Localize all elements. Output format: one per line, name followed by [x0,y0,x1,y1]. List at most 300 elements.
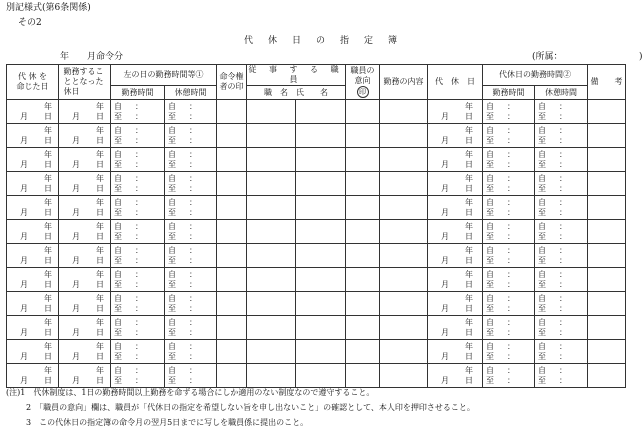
kyukei-jikan-cell[interactable] [165,124,217,148]
daikyu-kinmu-jikan-cell[interactable] [483,292,535,316]
biko-cell[interactable] [588,268,626,292]
date-year-label: 年 [96,246,104,255]
time-colon-label: ： [559,102,567,111]
time-to-label: 至 [538,208,546,217]
biko-cell[interactable] [588,364,626,388]
time-from-label: 自 [114,246,122,255]
note-3: 3 この代休日の指定簿の命令月の翌月5日までに写しを職員係に提出のこと。 [26,418,309,427]
naiyou-cell[interactable] [380,292,428,316]
kyukei-jikan-cell[interactable] [165,220,217,244]
date-year-label: 年 [96,150,104,159]
kinmu-jikan-cell[interactable] [111,100,165,124]
daikyu-meiji-date-cell[interactable] [7,148,59,172]
date-day-label: 日 [44,160,52,169]
time-colon-label: ： [135,112,143,121]
daikyu-meiji-date-cell[interactable] [7,196,59,220]
date-day-label: 日 [44,304,52,313]
date-month-label: 月 [20,256,28,265]
time-to-label: 至 [168,160,176,169]
biko-cell[interactable] [588,100,626,124]
form-label: 別記様式(第6条関係) [6,3,91,13]
time-colon-label: ： [189,184,197,193]
time-colon-label: ： [135,184,143,193]
time-to-label: 至 [486,112,494,121]
shokuin-name-cell[interactable] [296,220,346,244]
daikyu-date-cell[interactable] [428,220,483,244]
meirei-in-cell[interactable] [217,364,247,388]
time-to-label: 至 [486,352,494,361]
shokuin-name-cell[interactable] [296,196,346,220]
meirei-in-cell[interactable] [217,316,247,340]
kinmu-jikan-cell[interactable] [111,268,165,292]
date-day-label: 日 [96,376,104,385]
date-year-label: 年 [465,102,473,111]
time-colon-label: ： [189,294,197,303]
time-from-label: 自 [168,294,176,303]
kinmu-jikan-cell[interactable] [111,124,165,148]
naiyou-cell[interactable] [380,100,428,124]
time-colon-label: ： [559,150,567,159]
daikyu-kyukei-jikan-cell[interactable] [535,124,588,148]
daikyu-date-cell[interactable] [428,124,483,148]
date-day-label: 日 [96,280,104,289]
date-year-label: 年 [44,150,52,159]
daikyu-kinmu-jikan-cell[interactable] [483,340,535,364]
ikou-cell[interactable] [346,220,380,244]
date-day-label: 日 [465,232,473,241]
kinmu-day-date-cell[interactable] [59,316,111,340]
shokuin-name-cell[interactable] [296,244,346,268]
ikou-cell[interactable] [346,100,380,124]
date-year-label: 年 [44,198,52,207]
shokuin-shoku-cell[interactable] [247,316,296,340]
time-from-label: 自 [114,126,122,135]
daikyu-kyukei-jikan-cell[interactable] [535,316,588,340]
date-day-label: 日 [96,256,104,265]
kinmu-day-date-cell[interactable] [59,244,111,268]
time-from-label: 自 [486,174,494,183]
time-colon-label: ： [189,352,197,361]
daikyu-kinmu-jikan-cell[interactable] [483,124,535,148]
shokuin-shoku-cell[interactable] [247,196,296,220]
meirei-in-cell[interactable] [217,124,247,148]
time-colon-label: ： [189,126,197,135]
ikou-cell[interactable] [346,244,380,268]
meirei-in-cell[interactable] [217,196,247,220]
shokuin-name-cell[interactable] [296,364,346,388]
time-from-label: 自 [114,294,122,303]
daikyu-date-cell[interactable] [428,100,483,124]
date-day-label: 日 [465,184,473,193]
daikyu-meiji-date-cell[interactable] [7,220,59,244]
kyukei-jikan-cell[interactable] [165,292,217,316]
date-month-label: 月 [441,232,449,241]
biko-cell[interactable] [588,220,626,244]
table-body [7,100,626,388]
biko-cell[interactable] [588,244,626,268]
shokuin-name-cell[interactable] [296,268,346,292]
time-from-label: 自 [114,318,122,327]
kinmu-day-date-cell[interactable] [59,124,111,148]
time-colon-label: ： [135,318,143,327]
time-colon-label: ： [507,102,515,111]
kinmu-day-date-cell[interactable] [59,148,111,172]
kinmu-jikan-cell[interactable] [111,220,165,244]
shokuin-name-cell[interactable] [296,100,346,124]
daikyu-meiji-date-cell[interactable] [7,268,59,292]
time-colon-label: ： [135,160,143,169]
date-year-label: 年 [465,294,473,303]
date-day-label: 日 [465,208,473,217]
daikyu-meiji-date-cell[interactable] [7,364,59,388]
date-month-label: 月 [441,304,449,313]
time-colon-label: ： [189,160,197,169]
daikyu-date-cell[interactable] [428,172,483,196]
naiyou-cell[interactable] [380,172,428,196]
kinmu-jikan-cell[interactable] [111,244,165,268]
col-naiyou: 勤務の内容 [380,65,428,100]
time-colon-label: ： [135,222,143,231]
daikyu-date-cell[interactable] [428,364,483,388]
time-from-label: 自 [114,150,122,159]
date-month-label: 月 [20,304,28,313]
daikyu-kyukei-jikan-cell[interactable] [535,196,588,220]
time-to-label: 至 [538,280,546,289]
daikyu-kinmu-jikan-cell[interactable] [483,196,535,220]
time-to-label: 至 [168,232,176,241]
biko-cell[interactable] [588,196,626,220]
time-colon-label: ： [507,174,515,183]
date-month-label: 月 [20,184,28,193]
time-from-label: 自 [486,150,494,159]
shokuin-name-cell[interactable] [296,172,346,196]
biko-cell[interactable] [588,124,626,148]
biko-cell[interactable] [588,292,626,316]
time-from-label: 自 [538,174,546,183]
time-to-label: 至 [486,328,494,337]
shokuin-shoku-cell[interactable] [247,268,296,292]
time-to-label: 至 [168,208,176,217]
kinmu-day-date-cell[interactable] [59,340,111,364]
daikyu-date-cell[interactable] [428,196,483,220]
shokuin-shoku-cell[interactable] [247,292,296,316]
shokuin-name-cell[interactable] [296,292,346,316]
time-colon-label: ： [507,222,515,231]
kyukei-jikan-cell[interactable] [165,340,217,364]
date-month-label: 月 [72,112,80,121]
kinmu-jikan-cell[interactable] [111,172,165,196]
date-year-label: 年 [465,342,473,351]
time-from-label: 自 [538,126,546,135]
naiyou-cell[interactable] [380,316,428,340]
biko-cell[interactable] [588,172,626,196]
kyukei-jikan-cell[interactable] [165,100,217,124]
daikyu-kyukei-jikan-cell[interactable] [535,244,588,268]
naiyou-cell[interactable] [380,124,428,148]
daikyu-date-cell[interactable] [428,268,483,292]
biko-cell[interactable] [588,316,626,340]
daikyu-kyukei-jikan-cell[interactable] [535,364,588,388]
time-colon-label: ： [507,150,515,159]
date-year-label: 年 [44,222,52,231]
kinmu-jikan-cell[interactable] [111,364,165,388]
daikyu-kinmu-jikan-cell[interactable] [483,364,535,388]
time-colon-label: ： [559,126,567,135]
kinmu-jikan-cell[interactable] [111,148,165,172]
kinmu-day-date-cell[interactable] [59,172,111,196]
time-colon-label: ： [507,294,515,303]
time-colon-label: ： [135,256,143,265]
time-colon-label: ： [189,304,197,313]
time-to-label: 至 [168,136,176,145]
meirei-in-cell[interactable] [217,148,247,172]
meirei-in-cell[interactable] [217,244,247,268]
date-month-label: 月 [20,160,28,169]
daikyu-meiji-date-cell[interactable] [7,340,59,364]
time-colon-label: ： [507,198,515,207]
date-day-label: 日 [96,208,104,217]
date-year-label: 年 [44,126,52,135]
time-colon-label: ： [189,246,197,255]
table-row [7,220,626,244]
time-colon-label: ： [559,376,567,385]
kinmu-jikan-cell[interactable] [111,292,165,316]
time-to-label: 至 [486,280,494,289]
time-colon-label: ： [135,376,143,385]
naiyou-cell[interactable] [380,340,428,364]
naiyou-cell[interactable] [380,364,428,388]
daikyu-date-cell[interactable] [428,340,483,364]
daikyu-kinmu-jikan-cell[interactable] [483,244,535,268]
kyukei-jikan-cell[interactable] [165,148,217,172]
time-to-label: 至 [168,328,176,337]
date-month-label: 月 [72,352,80,361]
biko-cell[interactable] [588,340,626,364]
daikyu-meiji-date-cell[interactable] [7,316,59,340]
shokuin-shoku-cell[interactable] [247,172,296,196]
time-from-label: 自 [114,222,122,231]
kinmu-day-date-cell[interactable] [59,364,111,388]
time-from-label: 自 [538,366,546,375]
date-day-label: 日 [44,184,52,193]
kinmu-day-date-cell[interactable] [59,292,111,316]
col-prev-day-hours: 左の日の勤務時間等① [111,65,217,86]
shokuin-shoku-cell[interactable] [247,340,296,364]
time-to-label: 至 [114,112,122,121]
daikyu-date-cell[interactable] [428,148,483,172]
naiyou-cell[interactable] [380,268,428,292]
daikyu-date-cell[interactable] [428,316,483,340]
shokuin-shoku-cell[interactable] [247,244,296,268]
time-colon-label: ： [189,342,197,351]
daikyu-kyukei-jikan-cell[interactable] [535,100,588,124]
shokuin-shoku-cell[interactable] [247,364,296,388]
shokuin-name-cell[interactable] [296,124,346,148]
meirei-in-cell[interactable] [217,292,247,316]
meirei-in-cell[interactable] [217,172,247,196]
date-month-label: 月 [441,352,449,361]
col-kyukei-jikan-1: 休憩時間 [165,86,217,100]
daikyu-meiji-date-cell[interactable] [7,244,59,268]
time-from-label: 自 [486,126,494,135]
time-colon-label: ： [507,304,515,313]
kinmu-jikan-cell[interactable] [111,196,165,220]
daikyu-date-cell[interactable] [428,244,483,268]
ikou-cell[interactable] [346,148,380,172]
date-month-label: 月 [20,232,28,241]
shokuin-name-cell[interactable] [296,340,346,364]
naiyou-cell[interactable] [380,244,428,268]
time-colon-label: ： [559,246,567,255]
date-year-label: 年 [96,318,104,327]
time-from-label: 自 [486,294,494,303]
shokuin-shoku-cell[interactable] [247,124,296,148]
daikyu-meiji-date-cell[interactable] [7,100,59,124]
daikyu-kinmu-jikan-cell[interactable] [483,172,535,196]
month-label: 年 月命令分 [60,52,124,62]
date-year-label: 年 [96,102,104,111]
time-colon-label: ： [189,150,197,159]
time-to-label: 至 [538,304,546,313]
shokuin-shoku-cell[interactable] [247,148,296,172]
table-row [7,172,626,196]
ikou-cell[interactable] [346,292,380,316]
time-to-label: 至 [114,352,122,361]
ikou-cell[interactable] [346,124,380,148]
time-colon-label: ： [189,198,197,207]
time-colon-label: ： [135,208,143,217]
meirei-in-cell[interactable] [217,268,247,292]
naiyou-cell[interactable] [380,148,428,172]
daikyu-kyukei-jikan-cell[interactable] [535,292,588,316]
date-day-label: 日 [465,136,473,145]
time-colon-label: ： [135,366,143,375]
meirei-in-cell[interactable] [217,220,247,244]
daikyu-kinmu-jikan-cell[interactable] [483,220,535,244]
date-day-label: 日 [96,328,104,337]
daikyu-kyukei-jikan-cell[interactable] [535,340,588,364]
page-title: 代 休 日 の 指 定 簿 [244,36,401,46]
time-from-label: 自 [168,198,176,207]
kinmu-day-date-cell[interactable] [59,268,111,292]
affiliation-label: (所属： ) [532,52,643,62]
kinmu-day-date-cell[interactable] [59,220,111,244]
time-colon-label: ： [135,352,143,361]
daikyu-kinmu-jikan-cell[interactable] [483,148,535,172]
shokuin-name-cell[interactable] [296,148,346,172]
ikou-cell[interactable] [346,340,380,364]
kyukei-jikan-cell[interactable] [165,268,217,292]
table-row [7,268,626,292]
time-colon-label: ： [559,318,567,327]
time-colon-label: ： [507,270,515,279]
note-2: 2 「職員の意向」欄は、職員が「代休日の指定を希望しない旨を申し出ないこと」の確認として、本人印を押印させること。 [26,403,475,412]
daikyu-meiji-date-cell[interactable] [7,124,59,148]
date-day-label: 日 [44,136,52,145]
time-colon-label: ： [559,136,567,145]
naiyou-cell[interactable] [380,220,428,244]
time-colon-label: ： [189,102,197,111]
daikyu-kyukei-jikan-cell[interactable] [535,268,588,292]
col-daikyu-hours: 代休日の勤務時間② [483,65,588,86]
ikou-cell[interactable] [346,364,380,388]
time-colon-label: ： [189,112,197,121]
kyukei-jikan-cell[interactable] [165,196,217,220]
col-daikyu-meiji: 代 休 を 命じた日 [7,65,59,100]
time-colon-label: ： [507,376,515,385]
time-colon-label: ： [189,366,197,375]
daikyu-date-cell[interactable] [428,292,483,316]
time-from-label: 自 [114,174,122,183]
ikou-cell[interactable] [346,172,380,196]
daikyu-kyukei-jikan-cell[interactable] [535,172,588,196]
time-colon-label: ： [135,102,143,111]
date-day-label: 日 [44,208,52,217]
daikyu-kinmu-jikan-cell[interactable] [483,268,535,292]
ikou-cell[interactable] [346,316,380,340]
biko-cell[interactable] [588,148,626,172]
daikyu-kinmu-jikan-cell[interactable] [483,100,535,124]
meirei-in-cell[interactable] [217,100,247,124]
kyukei-jikan-cell[interactable] [165,364,217,388]
daikyu-meiji-date-cell[interactable] [7,292,59,316]
time-colon-label: ： [189,174,197,183]
time-from-label: 自 [114,366,122,375]
time-colon-label: ： [507,280,515,289]
kyukei-jikan-cell[interactable] [165,316,217,340]
date-year-label: 年 [96,294,104,303]
kyukei-jikan-cell[interactable] [165,172,217,196]
shokuin-name-cell[interactable] [296,316,346,340]
time-to-label: 至 [486,184,494,193]
seal-mark: 印 [357,86,369,98]
shokuin-shoku-cell[interactable] [247,220,296,244]
time-from-label: 自 [538,270,546,279]
daikyu-kyukei-jikan-cell[interactable] [535,220,588,244]
time-colon-label: ： [189,328,197,337]
meirei-in-cell[interactable] [217,340,247,364]
time-colon-label: ： [189,318,197,327]
daikyu-kyukei-jikan-cell[interactable] [535,148,588,172]
time-colon-label: ： [559,342,567,351]
time-to-label: 至 [538,328,546,337]
date-month-label: 月 [72,328,80,337]
kinmu-jikan-cell[interactable] [111,316,165,340]
ikou-cell[interactable] [346,196,380,220]
daikyu-kinmu-jikan-cell[interactable] [483,316,535,340]
time-colon-label: ： [189,222,197,231]
time-from-label: 自 [486,198,494,207]
kinmu-day-date-cell[interactable] [59,196,111,220]
kyukei-jikan-cell[interactable] [165,244,217,268]
shokuin-shoku-cell[interactable] [247,100,296,124]
date-year-label: 年 [96,198,104,207]
daikyu-meiji-date-cell[interactable] [7,172,59,196]
note-1: (注)1 代休制度は、1日の勤務時間以上勤務を命ずる場合にしか適用のない制度なので遵守すること。 [6,388,375,397]
kinmu-jikan-cell[interactable] [111,340,165,364]
naiyou-cell[interactable] [380,196,428,220]
ikou-cell[interactable] [346,268,380,292]
date-month-label: 月 [441,256,449,265]
time-from-label: 自 [168,102,176,111]
time-colon-label: ： [135,342,143,351]
time-colon-label: ： [135,328,143,337]
time-colon-label: ： [559,256,567,265]
date-year-label: 年 [465,246,473,255]
time-colon-label: ： [189,270,197,279]
time-colon-label: ： [507,256,515,265]
kinmu-day-date-cell[interactable] [59,100,111,124]
